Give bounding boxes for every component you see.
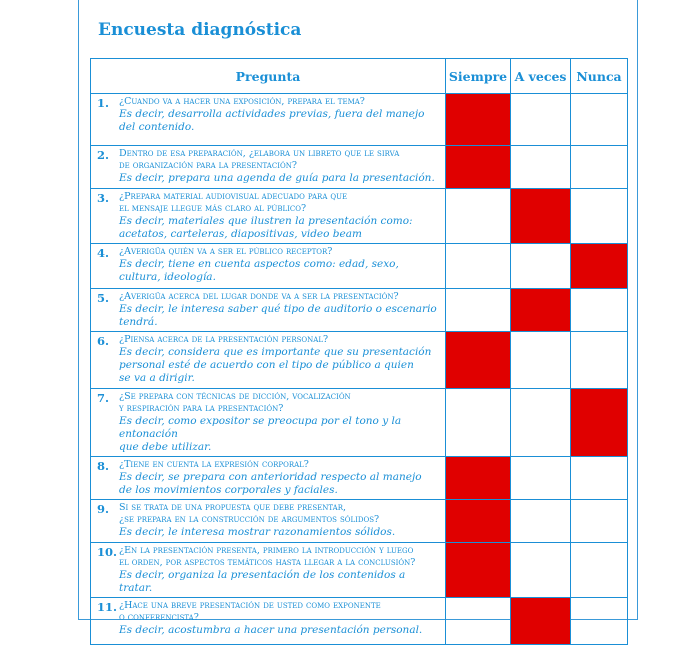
question-cell <box>91 457 446 500</box>
question-text: ¿Hace una breve presentación de usted como exponente <box>119 600 381 611</box>
answer-cell-sometimes[interactable] <box>511 189 571 244</box>
page-title: Encuesta diagnóstica <box>98 20 302 40</box>
question-body <box>119 191 439 241</box>
header-never: Nunca <box>571 59 628 94</box>
answer-cell-never[interactable] <box>571 189 628 244</box>
table-row <box>91 289 628 332</box>
answer-cell-sometimes[interactable] <box>511 146 571 189</box>
question-number: 2. <box>97 148 110 162</box>
question-text: ¿Averigüa acerca del lugar donde va a ser la presentación? <box>119 291 399 302</box>
explanation-text: Es decir, como expositor se preocupa por el tono y la entonación <box>119 415 402 440</box>
question-number: 6. <box>97 334 110 348</box>
question-text: ¿Cuando va a hacer una exposición, prepara el tema? <box>119 96 365 107</box>
explanation-text: cultura, ideología. <box>119 271 216 283</box>
explanation-text: Es decir, prepara una agenda de guía para la presentación. <box>119 172 435 184</box>
question-text: de organización para la presentación? <box>119 160 297 171</box>
answer-cell-sometimes[interactable] <box>511 244 571 289</box>
question-body <box>119 246 439 284</box>
question-number: 7. <box>97 391 110 405</box>
question-text: ¿Piensa acerca de la presentación personal? <box>119 334 329 345</box>
explanation-text: personal esté de acuerdo con el tipo de público a quien <box>119 359 414 371</box>
question-text: el orden, por aspectos temáticos hasta llegar a la conclusión? <box>119 557 416 568</box>
table-row <box>91 500 628 543</box>
answer-cell-never[interactable] <box>571 332 628 389</box>
question-cell <box>91 146 446 189</box>
answer-cell-never[interactable] <box>571 500 628 543</box>
answer-cell-never[interactable] <box>571 543 628 598</box>
answer-cell-sometimes[interactable] <box>511 332 571 389</box>
question-number: 1. <box>97 96 110 110</box>
question-cell <box>91 289 446 332</box>
explanation-text: del contenido. <box>119 121 195 133</box>
question-text: Dentro de esa preparación, ¿elabora un libreto que le sirva <box>119 148 400 159</box>
explanation-text: Es decir, organiza la presentación de los contenidos a tratar. <box>119 569 406 594</box>
question-text: ¿Se prepara con técnicas de dicción, vocalización <box>119 391 351 402</box>
explanation-text: Es decir, acostumbra a hacer una presentación personal. <box>119 624 423 636</box>
answer-cell-never[interactable] <box>571 598 628 645</box>
question-text: ¿se prepara en la construcción de argumentos sólidos? <box>119 514 380 525</box>
question-number: 3. <box>97 191 110 205</box>
header-row <box>91 59 628 94</box>
answer-cell-always[interactable] <box>446 598 511 645</box>
answer-cell-never[interactable] <box>571 94 628 146</box>
answer-cell-always[interactable] <box>446 289 511 332</box>
explanation-text: Es decir, considera que es importante que su presentación <box>119 346 432 358</box>
answer-cell-sometimes[interactable] <box>511 389 571 457</box>
answer-cell-always[interactable] <box>446 244 511 289</box>
question-cell <box>91 500 446 543</box>
question-cell <box>91 598 446 645</box>
answer-cell-always[interactable] <box>446 500 511 543</box>
explanation-text: acetatos, carteleras, diapositivas, video beam <box>119 228 362 240</box>
question-cell <box>91 94 446 146</box>
question-cell <box>91 543 446 598</box>
question-body <box>119 600 439 637</box>
table-row <box>91 332 628 389</box>
question-cell <box>91 332 446 389</box>
answer-cell-sometimes[interactable] <box>511 94 571 146</box>
answer-cell-always[interactable] <box>446 457 511 500</box>
question-number: 8. <box>97 459 110 473</box>
question-text: o conferencista? <box>119 612 199 623</box>
question-number: 10. <box>97 545 118 559</box>
header-always: Siempre <box>446 59 511 94</box>
table-row <box>91 457 628 500</box>
question-number: 11. <box>97 600 118 614</box>
answer-cell-sometimes[interactable] <box>511 598 571 645</box>
explanation-text: de los movimientos corporales y faciales. <box>119 484 338 496</box>
table-row <box>91 244 628 289</box>
answer-cell-always[interactable] <box>446 94 511 146</box>
answer-cell-always[interactable] <box>446 332 511 389</box>
answer-cell-always[interactable] <box>446 389 511 457</box>
header-question: Pregunta <box>91 59 446 94</box>
table-row <box>91 543 628 598</box>
answer-cell-always[interactable] <box>446 543 511 598</box>
question-text: Si se trata de una propuesta que debe presentar, <box>119 502 347 513</box>
table-row <box>91 598 628 645</box>
answer-cell-never[interactable] <box>571 289 628 332</box>
answer-cell-never[interactable] <box>571 146 628 189</box>
explanation-text: Es decir, tiene en cuenta aspectos como: edad, sexo, <box>119 258 399 270</box>
question-number: 9. <box>97 502 110 516</box>
question-cell <box>91 389 446 457</box>
question-number: 5. <box>97 291 110 305</box>
header-sometimes: A veces <box>511 59 571 94</box>
explanation-text: Es decir, le interesa saber qué tipo de auditorio o escenario tendrá. <box>119 303 437 328</box>
question-text: el mensaje llegue más claro al público? <box>119 203 307 214</box>
question-number: 4. <box>97 246 110 260</box>
answer-cell-never[interactable] <box>571 457 628 500</box>
table-row <box>91 389 628 457</box>
explanation-text: Es decir, se prepara con anterioridad respecto al manejo <box>119 471 422 483</box>
table-row <box>91 146 628 189</box>
explanation-text: Es decir, desarrolla actividades previas, fuera del manejo <box>119 108 425 120</box>
answer-cell-never[interactable] <box>571 389 628 457</box>
explanation-text: Es decir, le interesa mostrar razonamientos sólidos. <box>119 526 396 538</box>
question-text: ¿Tiene en cuenta la expresión corporal? <box>119 459 309 470</box>
question-cell <box>91 244 446 289</box>
question-text: ¿En la presentación presenta, primero la introducción y luego <box>119 545 414 556</box>
question-cell <box>91 189 446 244</box>
question-body <box>119 291 439 329</box>
answer-cell-sometimes[interactable] <box>511 500 571 543</box>
question-body <box>119 148 439 185</box>
answer-cell-never[interactable] <box>571 244 628 289</box>
question-body <box>119 334 439 385</box>
question-body <box>119 391 439 454</box>
question-text: ¿Averigüa quién va a ser el público receptor? <box>119 246 333 257</box>
question-body <box>119 96 439 134</box>
answer-cell-always[interactable] <box>446 146 511 189</box>
question-body <box>119 502 439 539</box>
explanation-text: que debe utilizar. <box>119 441 212 453</box>
explanation-text: se va a dirigir. <box>119 372 195 384</box>
table-row <box>91 94 628 146</box>
answer-cell-always[interactable] <box>446 189 511 244</box>
explanation-text: Es decir, materiales que ilustren la presentación como: <box>119 215 413 227</box>
survey-table <box>90 58 628 645</box>
answer-cell-sometimes[interactable] <box>511 457 571 500</box>
answer-cell-sometimes[interactable] <box>511 543 571 598</box>
question-body <box>119 459 439 497</box>
question-text: ¿Prepara material audiovisual adecuado para que <box>119 191 348 202</box>
question-text: y respiración para la presentación? <box>119 403 284 414</box>
table-row <box>91 189 628 244</box>
question-body <box>119 545 439 595</box>
answer-cell-sometimes[interactable] <box>511 289 571 332</box>
